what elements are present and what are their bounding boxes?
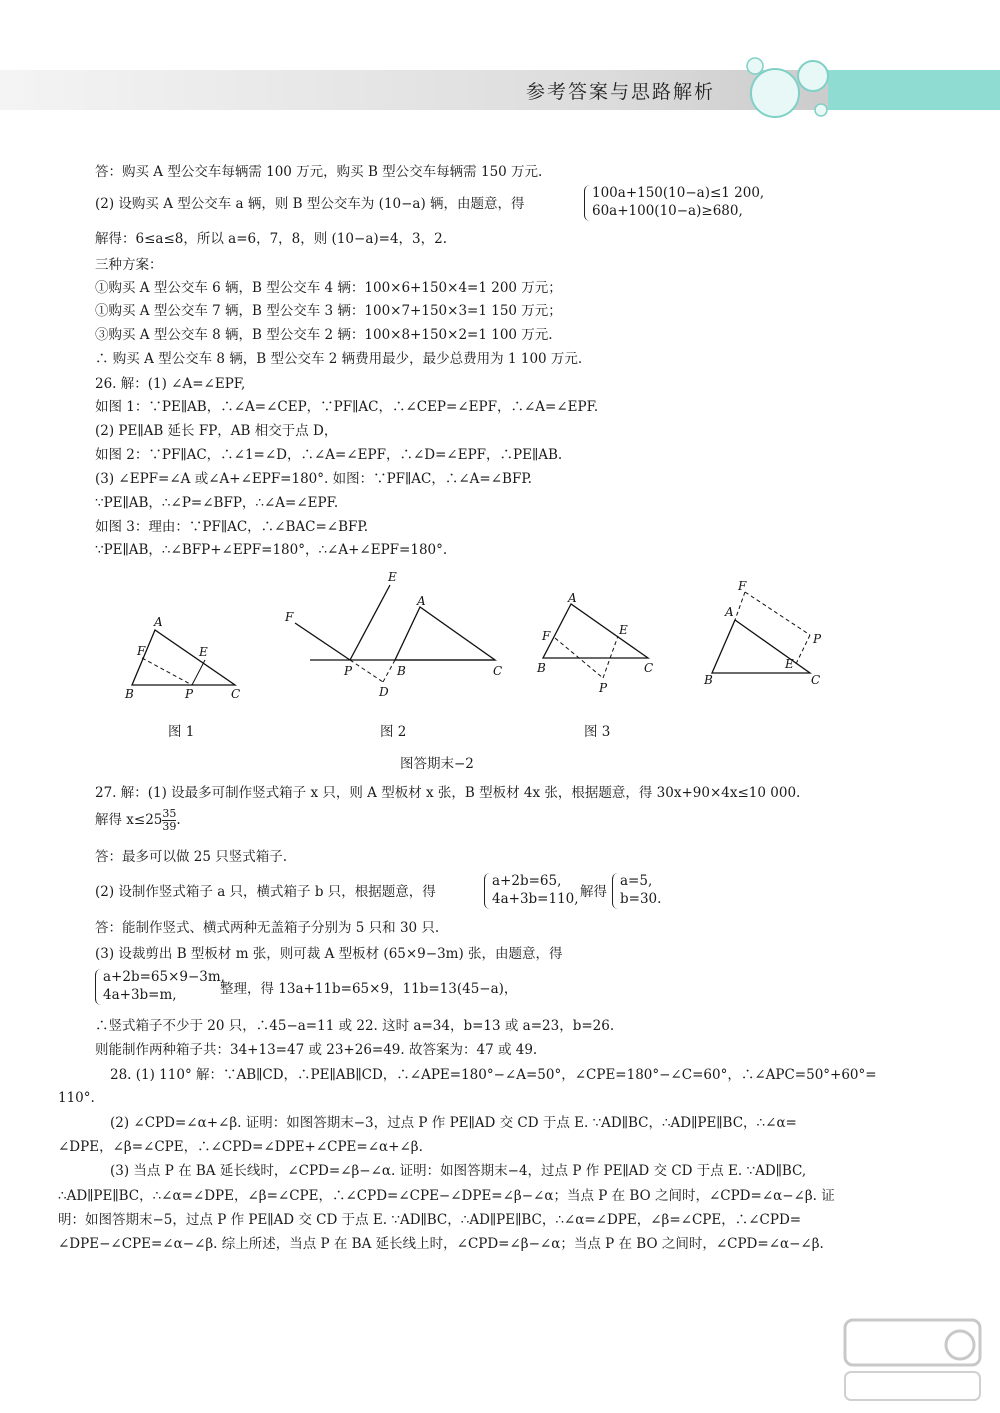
- text-line: 解得：6≤a≤8，所以 a=6，7，8，则 (10−a)=4，3，2.: [95, 231, 448, 247]
- text-line: ①购买 A 型公交车 7 辆，B 型公交车 3 辆：100×7+150×3=1 150 万元；: [95, 303, 562, 319]
- text-line: (3) ∠EPF=∠A 或∠A+∠EPF=180°. 如图：∵PF∥AC，∴∠A=∠BFP.: [95, 471, 532, 487]
- text-line: ∴竖式箱子不少于 20 只，∴45−a=11 或 22. 这时 a=34，b=13 或 a=23，b=26.: [95, 1018, 615, 1034]
- text-line: 如图 3：理由：∵PF∥AC，∴∠BAC=∠BFP.: [95, 519, 369, 535]
- point-label: A: [725, 605, 734, 619]
- page-header-title: 参考答案与思路解析: [526, 81, 716, 103]
- point-label: E: [785, 657, 794, 671]
- text-line: (2) 设购买 A 型公交车 a 辆，则 B 型公交车为 (10−a) 辆，由题意，得: [95, 196, 525, 212]
- figure-caption: 图 2: [380, 724, 407, 740]
- point-label: E: [199, 645, 208, 659]
- text-line: (3) 设裁剪出 B 型板材 m 张，则可裁 A 型板材 (65×9−3m) 张，由题意，得: [95, 946, 563, 962]
- text-line: (3) 当点 P 在 BA 延长线时，∠CPD=∠β−∠α. 证明：如图答期末−4，过点 P 作 PE∥AD 交 CD 于点 E. ∵AD∥BC,: [110, 1163, 807, 1179]
- text-line: 则能制作两种箱子共：34+13=47 或 23+26=49. 故答案为：47 或 49.: [95, 1042, 538, 1058]
- text-line: 110°.: [58, 1090, 95, 1106]
- figure-1: [120, 610, 260, 705]
- text-line: 答：购买 A 型公交车每辆需 100 万元，购买 B 型公交车每辆需 150 万元.: [95, 164, 543, 180]
- point-label: E: [388, 570, 397, 584]
- text-line: ∠DPE−∠CPE=∠α−∠β. 综上所述，当点 P 在 BA 延长线上时，∠CPD=∠β−∠α；当点 P 在 BO 之间时，∠CPD=∠α−∠β.: [58, 1236, 824, 1252]
- figure-caption: 图 3: [584, 724, 611, 740]
- point-label: C: [231, 687, 241, 701]
- text-line: (2) ∠CPD=∠α+∠β. 证明：如图答期末−3，过点 P 作 PE∥AD 交 CD 于点 E. ∵AD∥BC，∴AD∥PE∥BC，∴∠α=: [110, 1115, 797, 1131]
- point-label: C: [811, 673, 821, 687]
- point-label: F: [137, 644, 146, 658]
- text-line: 明：如图答期末−5，过点 P 作 PE∥AD 交 CD 于点 E. ∵AD∥BC，∴AD∥PE∥BC，∴∠α=∠DPE，∠β=∠CPE，∴∠CPD=: [58, 1212, 802, 1228]
- text-line: ①购买 A 型公交车 6 辆，B 型公交车 4 辆：100×6+150×4=1 200 万元；: [95, 280, 562, 296]
- equation-line: 4a+3b=110,: [492, 891, 579, 907]
- point-label: F: [542, 629, 551, 643]
- text-line: 解得: [580, 884, 607, 900]
- text-line: 28. (1) 110° 解：∵AB∥CD，∴PE∥AB∥CD，∴∠APE=180°−∠A=50°，∠CPE=180°−∠C=60°，∴∠APC=50°+60°=: [110, 1067, 877, 1083]
- text-segment: .: [176, 812, 181, 828]
- equation-line: a+2b=65×9−3m,: [103, 969, 225, 985]
- text-line: ∠DPE，∠β=∠CPE，∴∠CPD=∠DPE+∠CPE=∠α+∠β.: [58, 1139, 423, 1155]
- point-label: A: [154, 615, 163, 629]
- text-line: 26. 解：(1) ∠A=∠EPF,: [95, 376, 246, 392]
- figure-group-caption: 图答期末−2: [400, 756, 474, 772]
- point-label: A: [417, 594, 426, 608]
- point-label: C: [493, 664, 503, 678]
- equation-system: [492, 872, 579, 908]
- fraction: [162, 808, 176, 833]
- text-line: ∴AD∥PE∥BC，∴∠α=∠DPE，∠β=∠CPE，∴∠CPD=∠CPE−∠DPE=∠β−∠α；当点 P 在 BO 之间时，∠CPD=∠α−∠β. 证: [58, 1188, 835, 1204]
- fraction-numerator: 35: [162, 807, 177, 820]
- bubbles-decoration: [735, 48, 835, 128]
- text-line: 如图 1：∵PE∥AB，∴∠A=∠CEP，∵PF∥AC，∴∠CEP=∠EPF，∴∠A=∠EPF.: [95, 399, 599, 415]
- equation-system: [592, 184, 764, 220]
- equation-system: [620, 872, 661, 908]
- figure-4: [700, 580, 830, 690]
- text-segment: 解得 x≤25: [95, 812, 163, 828]
- equation-line: 4a+3b=m,: [103, 987, 177, 1003]
- text-line: 答：能制作竖式、横式两种无盖箱子分别为 5 只和 30 只.: [95, 920, 440, 936]
- figure-caption: 图 1: [168, 724, 195, 740]
- point-label: P: [344, 664, 353, 678]
- point-label: P: [599, 681, 608, 695]
- point-label: C: [644, 661, 654, 675]
- text-line: ∴ 购买 A 型公交车 8 辆，B 型公交车 2 辆费用最少，最少总费用为 1 100 万元.: [95, 351, 583, 367]
- figure-2: [280, 565, 510, 700]
- point-label: P: [185, 687, 194, 701]
- point-label: B: [537, 661, 546, 675]
- text-line: 三种方案：: [95, 257, 163, 273]
- point-label: E: [619, 623, 628, 637]
- equation-line: 60a+100(10−a)≥680,: [592, 203, 743, 219]
- point-label: D: [379, 685, 389, 699]
- text-line: ③购买 A 型公交车 8 辆，B 型公交车 2 辆：100×8+150×2=1 100 万元.: [95, 327, 553, 343]
- text-line: ∵PE∥AB，∴∠P=∠BFP，∴∠A=∠EPF.: [95, 495, 339, 511]
- text-line: (2) 设制作竖式箱子 a 只，横式箱子 b 只，根据题意，得: [95, 884, 436, 900]
- fraction-denominator: 39: [162, 820, 177, 833]
- point-label: B: [125, 687, 134, 701]
- point-label: B: [397, 664, 406, 678]
- text-line: ∵PE∥AB，∴∠BFP+∠EPF=180°，∴∠A+∠EPF=180°.: [95, 542, 448, 558]
- equation-line: 100a+150(10−a)≤1 200,: [592, 185, 765, 201]
- watermark-logo: [840, 1310, 990, 1405]
- figure-3: [535, 590, 665, 700]
- text-line: [95, 808, 181, 833]
- text-line: 答：最多可以做 25 只竖式箱子.: [95, 849, 288, 865]
- text-line: 如图 2：∵PF∥AC，∴∠1=∠D，∴∠A=∠EPF，∴∠D=∠EPF，∴PE∥AB.: [95, 447, 563, 463]
- text-line: 27. 解：(1) 设最多可制作竖式箱子 x 只，则 A 型板材 x 张，B 型板材 4x 张，根据题意，得 30x+90×4x≤10 000.: [95, 785, 801, 801]
- point-label: B: [704, 673, 713, 687]
- equation-line: a+2b=65,: [492, 873, 562, 889]
- point-label: F: [285, 610, 294, 624]
- point-label: A: [568, 591, 577, 605]
- equation-system: [103, 968, 225, 1004]
- equation-line: b=30.: [620, 891, 662, 907]
- text-line: (2) PE∥AB 延长 FP，AB 相交于点 D，: [95, 423, 338, 439]
- header-accent: [828, 70, 1000, 110]
- point-label: P: [813, 632, 822, 646]
- equation-line: a=5,: [620, 873, 653, 889]
- text-line: 整理，得 13a+11b=65×9，11b=13(45−a)，: [220, 981, 518, 997]
- point-label: F: [738, 580, 747, 593]
